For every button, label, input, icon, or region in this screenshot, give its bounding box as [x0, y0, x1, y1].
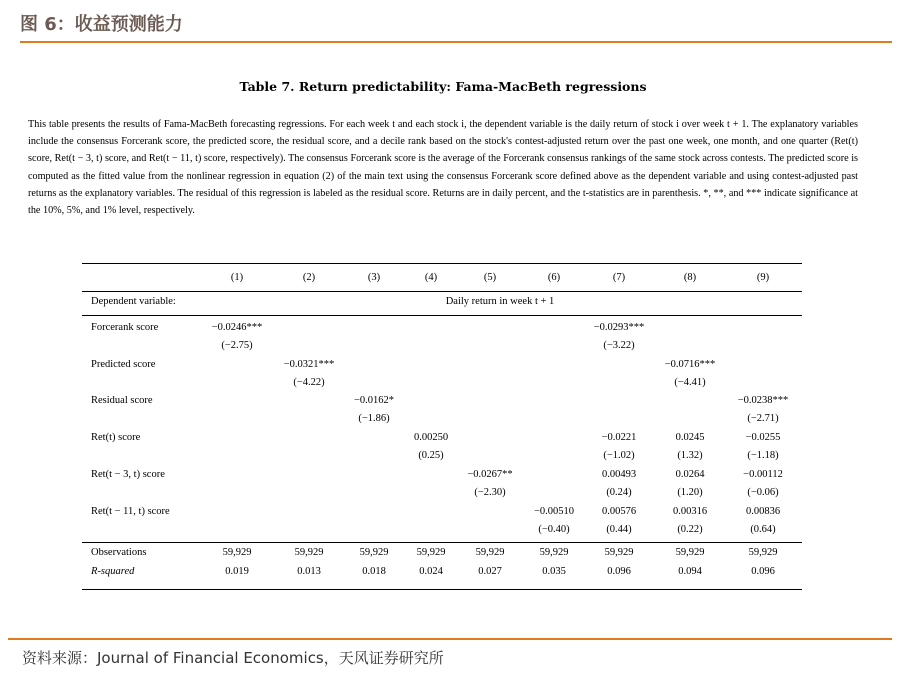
column-header: (7)	[612, 272, 626, 283]
table-top-rule	[82, 263, 802, 264]
stats-rule	[82, 542, 802, 543]
header-rule	[82, 291, 802, 292]
column-header: (9)	[756, 272, 770, 283]
t-statistic-cell: (−1.18)	[747, 450, 779, 462]
row-label: Ret(t − 11, t) score	[91, 505, 170, 517]
rsquared-cell: 0.018	[362, 566, 386, 577]
dependent-variable-value: Daily return in week t + 1	[445, 296, 555, 307]
observations-cell: 59,929	[359, 547, 389, 558]
coefficient-cell: −0.0246***	[211, 322, 263, 333]
observations-cell: 59,929	[748, 547, 778, 558]
rsquared-cell: 0.094	[678, 566, 702, 577]
rsquared-label: R-squared	[91, 566, 135, 577]
column-header: (4)	[424, 272, 438, 283]
row-label: Ret(t) score	[91, 432, 141, 444]
rsquared-cell: 0.024	[419, 566, 443, 577]
coefficient-cell: 0.00493	[601, 468, 637, 480]
row-label: Forcerank score	[91, 322, 159, 333]
dependent-rule	[82, 315, 802, 316]
source-note: 资料来源：Journal of Financial Economics，天风证券研究所	[22, 649, 444, 667]
observations-cell: 59,929	[475, 547, 505, 558]
t-statistic-cell: (1.32)	[677, 450, 703, 462]
column-header: (5)	[483, 272, 497, 283]
row-label: Residual score	[91, 395, 153, 407]
row-label: Predicted score	[91, 358, 156, 370]
t-statistic-cell: (−0.06)	[747, 486, 779, 498]
t-statistic-cell: (0.44)	[606, 523, 632, 535]
coefficient-cell: −0.0716***	[664, 358, 716, 370]
coefficient-cell: 0.00316	[672, 505, 708, 517]
coefficient-cell: −0.0162*	[353, 395, 395, 407]
t-statistic-cell: (−1.86)	[358, 413, 390, 425]
t-statistic-cell: (−4.41)	[674, 376, 706, 388]
coefficient-cell: 0.00836	[745, 505, 781, 517]
coefficient-cell: −0.0238***	[737, 395, 789, 407]
bottom-divider	[8, 638, 892, 640]
column-header: (8)	[683, 272, 697, 283]
coefficient-cell: −0.00510	[533, 505, 575, 517]
t-statistic-cell: (0.25)	[418, 450, 444, 462]
coefficient-cell: −0.0321***	[283, 358, 335, 370]
coefficient-cell: −0.0221	[601, 432, 637, 444]
t-statistic-cell: (−2.30)	[474, 486, 506, 498]
rsquared-cell: 0.035	[542, 566, 566, 577]
observations-label: Observations	[91, 547, 147, 558]
coefficient-cell: −0.0267**	[467, 468, 513, 480]
observations-cell: 59,929	[294, 547, 324, 558]
dependent-variable-label: Dependent variable:	[91, 296, 176, 307]
t-statistic-cell: (0.64)	[750, 523, 776, 535]
coefficient-cell: 0.00250	[413, 432, 449, 444]
coefficient-cell: 0.0245	[675, 432, 705, 444]
rsquared-cell: 0.027	[478, 566, 502, 577]
coefficient-cell: −0.00112	[743, 468, 783, 480]
column-header: (3)	[367, 272, 381, 283]
table-title: Table 7. Return predictability: Fama-MacBeth regressions	[239, 79, 647, 94]
t-statistic-cell: (1.20)	[677, 486, 703, 498]
t-statistic-cell: (−4.22)	[293, 376, 325, 388]
coefficient-cell: 0.00576	[601, 505, 637, 517]
observations-cell: 59,929	[416, 547, 446, 558]
table-caption: This table presents the results of Fama-MacBeth forecasting regressions. For each week t and each stock i, the dependent variable is the daily return of stock i over week t + 1. The explanatory variables include the consensus Forcerank score, the predicted score, the residual score, and a decile rank based on the stock's contest-adjusted return over the past one week, one month, and one quarter (Ret(t) score, Ret(t − 3, t) score, and Ret(t − 11, t) score, respectively). The consensus Forcerank score is the average of the Forcerank consensus rankings of the same stock across contests. The predicted score is computed as the fitted value from the nonlinear regression in equation (2) of the main text using the consensus Forcerank score defined above as the dependent variable and using contest-adjusted past returns as the explanatory variables. The residual of this regression is labeled as the residual score. Returns are in daily percent, and the t-statistics are in parenthesis. *, **, and *** indicate significance at the 10%, 5%, and 1% level, respectively.	[28, 119, 858, 217]
table-bottom-rule	[82, 589, 802, 590]
t-statistic-cell: (−3.22)	[603, 340, 635, 351]
t-statistic-cell: (−2.75)	[221, 340, 253, 351]
column-header: (6)	[547, 272, 561, 283]
column-header: (2)	[302, 272, 316, 283]
t-statistic-cell: (−0.40)	[538, 523, 570, 535]
coefficient-cell: −0.0293***	[593, 322, 645, 333]
t-statistic-cell: (−2.71)	[747, 413, 779, 425]
t-statistic-cell: (0.22)	[677, 523, 703, 535]
coefficient-cell: −0.0255	[745, 432, 781, 444]
observations-cell: 59,929	[539, 547, 569, 558]
t-statistic-cell: (−1.02)	[603, 450, 635, 462]
coefficient-cell: 0.0264	[675, 468, 705, 480]
observations-cell: 59,929	[604, 547, 634, 558]
rsquared-cell: 0.096	[607, 566, 631, 577]
top-divider	[20, 41, 892, 43]
observations-cell: 59,929	[675, 547, 705, 558]
rsquared-cell: 0.019	[225, 566, 249, 577]
row-label: Ret(t − 3, t) score	[91, 468, 165, 480]
rsquared-cell: 0.013	[297, 566, 321, 577]
observations-cell: 59,929	[222, 547, 252, 558]
column-header: (1)	[230, 272, 244, 283]
t-statistic-cell: (0.24)	[606, 486, 632, 498]
figure-title: 图 6：收益预测能力	[20, 14, 183, 35]
rsquared-cell: 0.096	[751, 566, 775, 577]
